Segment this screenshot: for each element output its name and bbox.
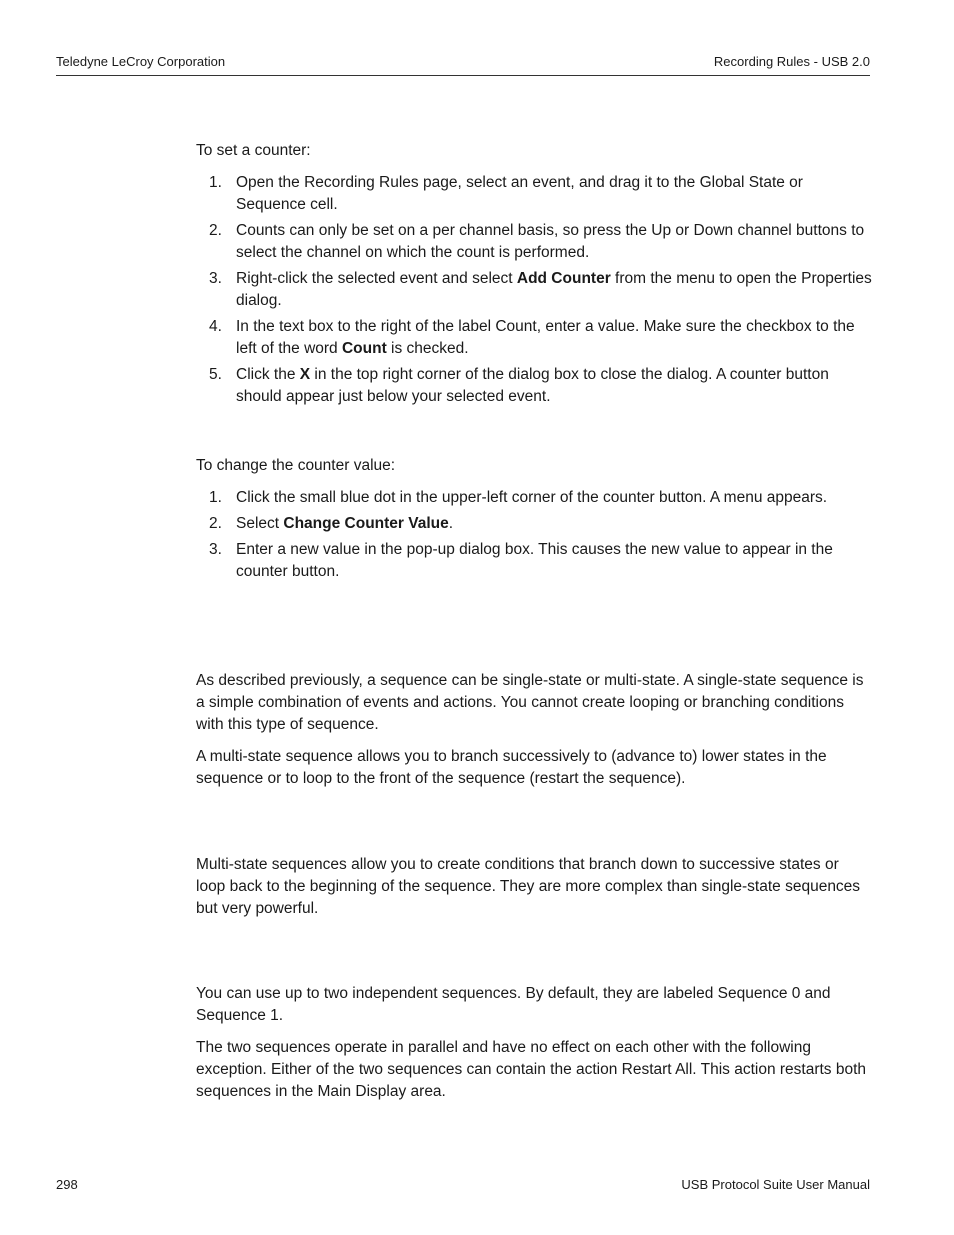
list-item bbox=[196, 220, 872, 264]
step-text-pre: Click the bbox=[236, 366, 300, 383]
paragraph: You can use up to two independent sequences. By default, they are labeled Sequence 0 and Sequence 1. bbox=[196, 985, 831, 1024]
step-text-post: from the menu to open the Properties dialog. bbox=[236, 270, 872, 309]
step-text-bold: Change Counter Value bbox=[283, 515, 449, 532]
multi-state-section bbox=[196, 854, 872, 920]
paragraph: The two sequences operate in parallel and have no effect on each other with the following exception. Either of the two sequences can contain the action Restart All. This action restarts both sequences in the Main Display area. bbox=[196, 1039, 867, 1100]
list-item bbox=[196, 172, 872, 216]
paragraph: A multi-state sequence allows you to branch successively to (advance to) lower states in the sequence or to loop to the front of the sequence (restart the sequence). bbox=[196, 748, 827, 787]
footer-manual-title: USB Protocol Suite User Manual bbox=[681, 1177, 870, 1192]
change-counter-section bbox=[196, 455, 872, 587]
list-item bbox=[196, 539, 872, 583]
step-number: 5. bbox=[209, 366, 222, 383]
list-item bbox=[196, 513, 872, 535]
step-text: Click the small blue dot in the upper-left corner of the counter button. A menu appears. bbox=[236, 489, 828, 506]
page-number: 298 bbox=[56, 1177, 78, 1192]
header-company: Teledyne LeCroy Corporation bbox=[56, 54, 226, 69]
step-text-post: . bbox=[448, 515, 454, 532]
step-text-bold: Count bbox=[341, 340, 387, 357]
list-item bbox=[196, 364, 872, 408]
change-counter-steps bbox=[196, 487, 872, 583]
step-text-post: is checked. bbox=[386, 340, 469, 357]
step-text-pre: In the text box to the right of the label Count, enter a value. Make sure the checkbox to the left of the word bbox=[236, 318, 855, 357]
header-section-title: Recording Rules - USB 2.0 bbox=[713, 54, 870, 69]
paragraph: Multi-state sequences allow you to create conditions that branch down to successive states or loop back to the beginning of the sequence. They are more complex than single-state sequences but very powerful. bbox=[196, 856, 861, 917]
change-counter-intro: To change the counter value: bbox=[196, 457, 396, 474]
step-number: 3. bbox=[209, 270, 222, 287]
step-number: 4. bbox=[209, 318, 222, 335]
set-counter-section bbox=[196, 140, 872, 412]
step-text-pre: Select bbox=[236, 515, 284, 532]
step-text-post: in the top right corner of the dialog box to close the dialog. A counter button should appear just below your selected event. bbox=[236, 366, 829, 405]
step-text-pre: Right-click the selected event and select bbox=[236, 270, 517, 287]
step-text: Enter a new value in the pop-up dialog box. This causes the new value to appear in the counter button. bbox=[236, 541, 833, 580]
step-number: 3. bbox=[209, 541, 222, 558]
set-counter-intro: To set a counter: bbox=[196, 142, 311, 159]
step-number: 2. bbox=[209, 515, 222, 532]
paragraph: As described previously, a sequence can be single-state or multi-state. A single-state sequence is a simple combination of events and actions. You cannot create looping or branching conditions with this type of sequence. bbox=[196, 672, 864, 733]
step-text: Counts can only be set on a per channel basis, so press the Up or Down channel buttons to select the channel on which the count is performed. bbox=[236, 222, 865, 261]
list-item bbox=[196, 316, 872, 360]
list-item bbox=[196, 268, 872, 312]
step-number: 1. bbox=[209, 174, 222, 191]
independent-sequences-section bbox=[196, 983, 872, 1103]
step-text: Open the Recording Rules page, select an event, and drag it to the Global State or Sequence cell. bbox=[236, 174, 803, 213]
sequences-section bbox=[196, 670, 872, 790]
set-counter-steps bbox=[196, 172, 872, 408]
step-number: 1. bbox=[209, 489, 222, 506]
step-number: 2. bbox=[209, 222, 222, 239]
step-text-bold: X bbox=[299, 366, 311, 383]
list-item bbox=[196, 487, 872, 509]
step-text-bold: Add Counter bbox=[516, 270, 611, 287]
page-header bbox=[56, 53, 870, 76]
